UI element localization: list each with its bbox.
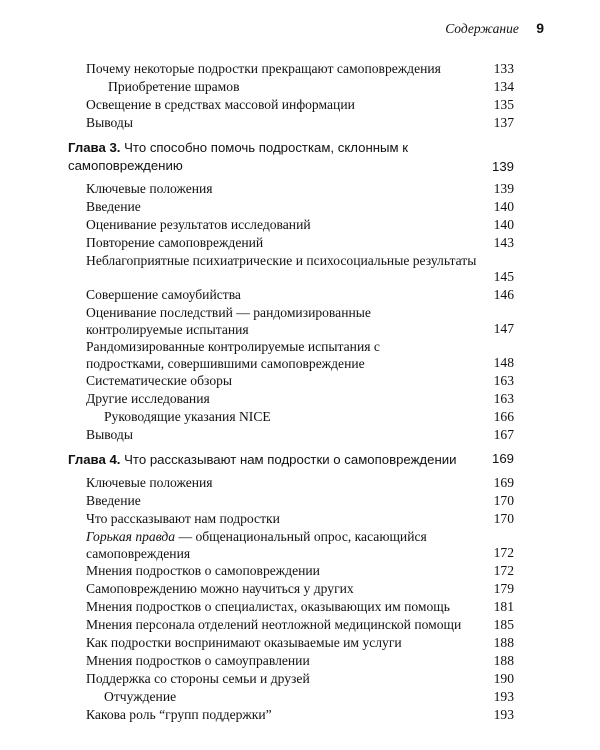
chapter-title: Что способно помочь подросткам, склонным к самоповреждению (68, 140, 408, 173)
toc-entry-title: Повторение самоповреждений (86, 235, 264, 250)
toc-entry-page: 193 (493, 707, 514, 722)
toc-entry-title: Мнения персонала отделений неотложной медицинской помощи (86, 617, 462, 632)
toc-entry-title: Какова роль “групп поддержки” (86, 707, 272, 722)
toc-entry-page: 135 (493, 97, 514, 112)
toc-entry-page: 133 (493, 61, 514, 76)
toc-entry-page: 172 (493, 545, 514, 560)
toc-entry-title-rest: — общенациональный опрос, касающийся самоповреждения (86, 529, 427, 561)
toc-entry-page: 181 (493, 599, 514, 614)
toc-entry-title: Систематические обзоры (86, 373, 233, 388)
toc-entry-page: 172 (493, 563, 514, 578)
chapter-label: Глава 4. (68, 452, 121, 467)
toc-entry-page: 146 (493, 287, 514, 302)
page-header (445, 20, 544, 37)
toc-entry-page: 170 (493, 511, 514, 526)
page-number: 9 (536, 20, 544, 36)
toc-entry-title: Оценивание последствий — рандомизированные контролируемые испытания (86, 305, 371, 337)
toc-entry-title: Самоповреждению можно научиться у других (86, 581, 354, 596)
toc-entry-title: Совершение самоубийства (86, 287, 241, 302)
chapter-page: 139 (491, 159, 514, 174)
toc-entry-title: Мнения подростков о самоуправлении (86, 653, 310, 668)
toc-entry-title: Рандомизированные контролируемые испытания с подростками, совершившими самоповреждение (86, 339, 380, 371)
toc-entry-title: Ключевые положения (86, 475, 213, 490)
toc-entry-title: Что рассказывают нам подростки (86, 511, 280, 526)
toc-entry-title: Оценивание результатов исследований (86, 217, 311, 232)
toc-entry-page: 147 (493, 321, 514, 336)
toc-entry-title (86, 529, 466, 562)
toc-entry-page: 166 (493, 409, 514, 424)
toc-entry-page: 193 (493, 689, 514, 704)
chapter-page: 169 (491, 451, 514, 466)
toc-entry-page: 170 (493, 493, 514, 508)
toc-entry-title: Введение (86, 493, 141, 508)
running-title: Содержание (445, 21, 519, 36)
toc-entry-title: Другие исследования (86, 391, 210, 406)
toc-entry-title: Освещение в средствах массовой информации (86, 97, 355, 112)
toc-entry-page: 188 (493, 653, 514, 668)
toc-entry-title-italic: Горькая правда (86, 529, 176, 544)
toc-entry-page: 163 (493, 373, 514, 388)
toc-entry-page: 134 (493, 79, 514, 94)
toc-entry-page: 137 (493, 115, 514, 130)
toc-entry-page: 140 (493, 217, 514, 232)
toc-entry-title: Руководящие указания NICE (104, 409, 271, 424)
toc-entry-page: 163 (493, 391, 514, 406)
toc-entry-title: Ключевые положения (86, 181, 213, 196)
toc-entry-title: Мнения подростков о специалистах, оказывающих им помощь (86, 599, 450, 614)
chapter-label: Глава 3. (68, 140, 121, 155)
toc-entry-page: 139 (493, 181, 514, 196)
toc-entry-page: 148 (493, 355, 514, 370)
toc-entry-title: Мнения подростков о самоповреждении (86, 563, 320, 578)
toc-entry-title: Отчуждение (104, 689, 177, 704)
toc-entry-page: 169 (493, 475, 514, 490)
toc-entry-page: 140 (493, 199, 514, 214)
toc-entry-title: Приобретение шрамов (108, 79, 240, 94)
toc-entry-page: 179 (493, 581, 514, 596)
toc-entry-title: Выводы (86, 115, 133, 130)
toc-entry-page: 167 (493, 427, 514, 442)
toc-entry-title: Неблагоприятные психиатрические и психосоциальные результаты (86, 253, 477, 268)
toc-entry-title: Выводы (86, 427, 133, 442)
toc-entry-page: 188 (493, 635, 514, 650)
toc-entry-page: 190 (493, 671, 514, 686)
toc-entry-page: 185 (493, 617, 514, 632)
toc-entry-page: 143 (493, 235, 514, 250)
toc-entry-page: 145 (493, 269, 514, 284)
toc-entry-title: Введение (86, 199, 141, 214)
toc-entry-title: Как подростки воспринимают оказываемые им услуги (86, 635, 402, 650)
toc-entry-title: Поддержка со стороны семьи и друзей (86, 671, 310, 686)
chapter-title: Что рассказывают нам подростки о самоповреждении (124, 452, 457, 467)
toc-entry-title: Почему некоторые подростки прекращают самоповреждения (86, 61, 441, 76)
